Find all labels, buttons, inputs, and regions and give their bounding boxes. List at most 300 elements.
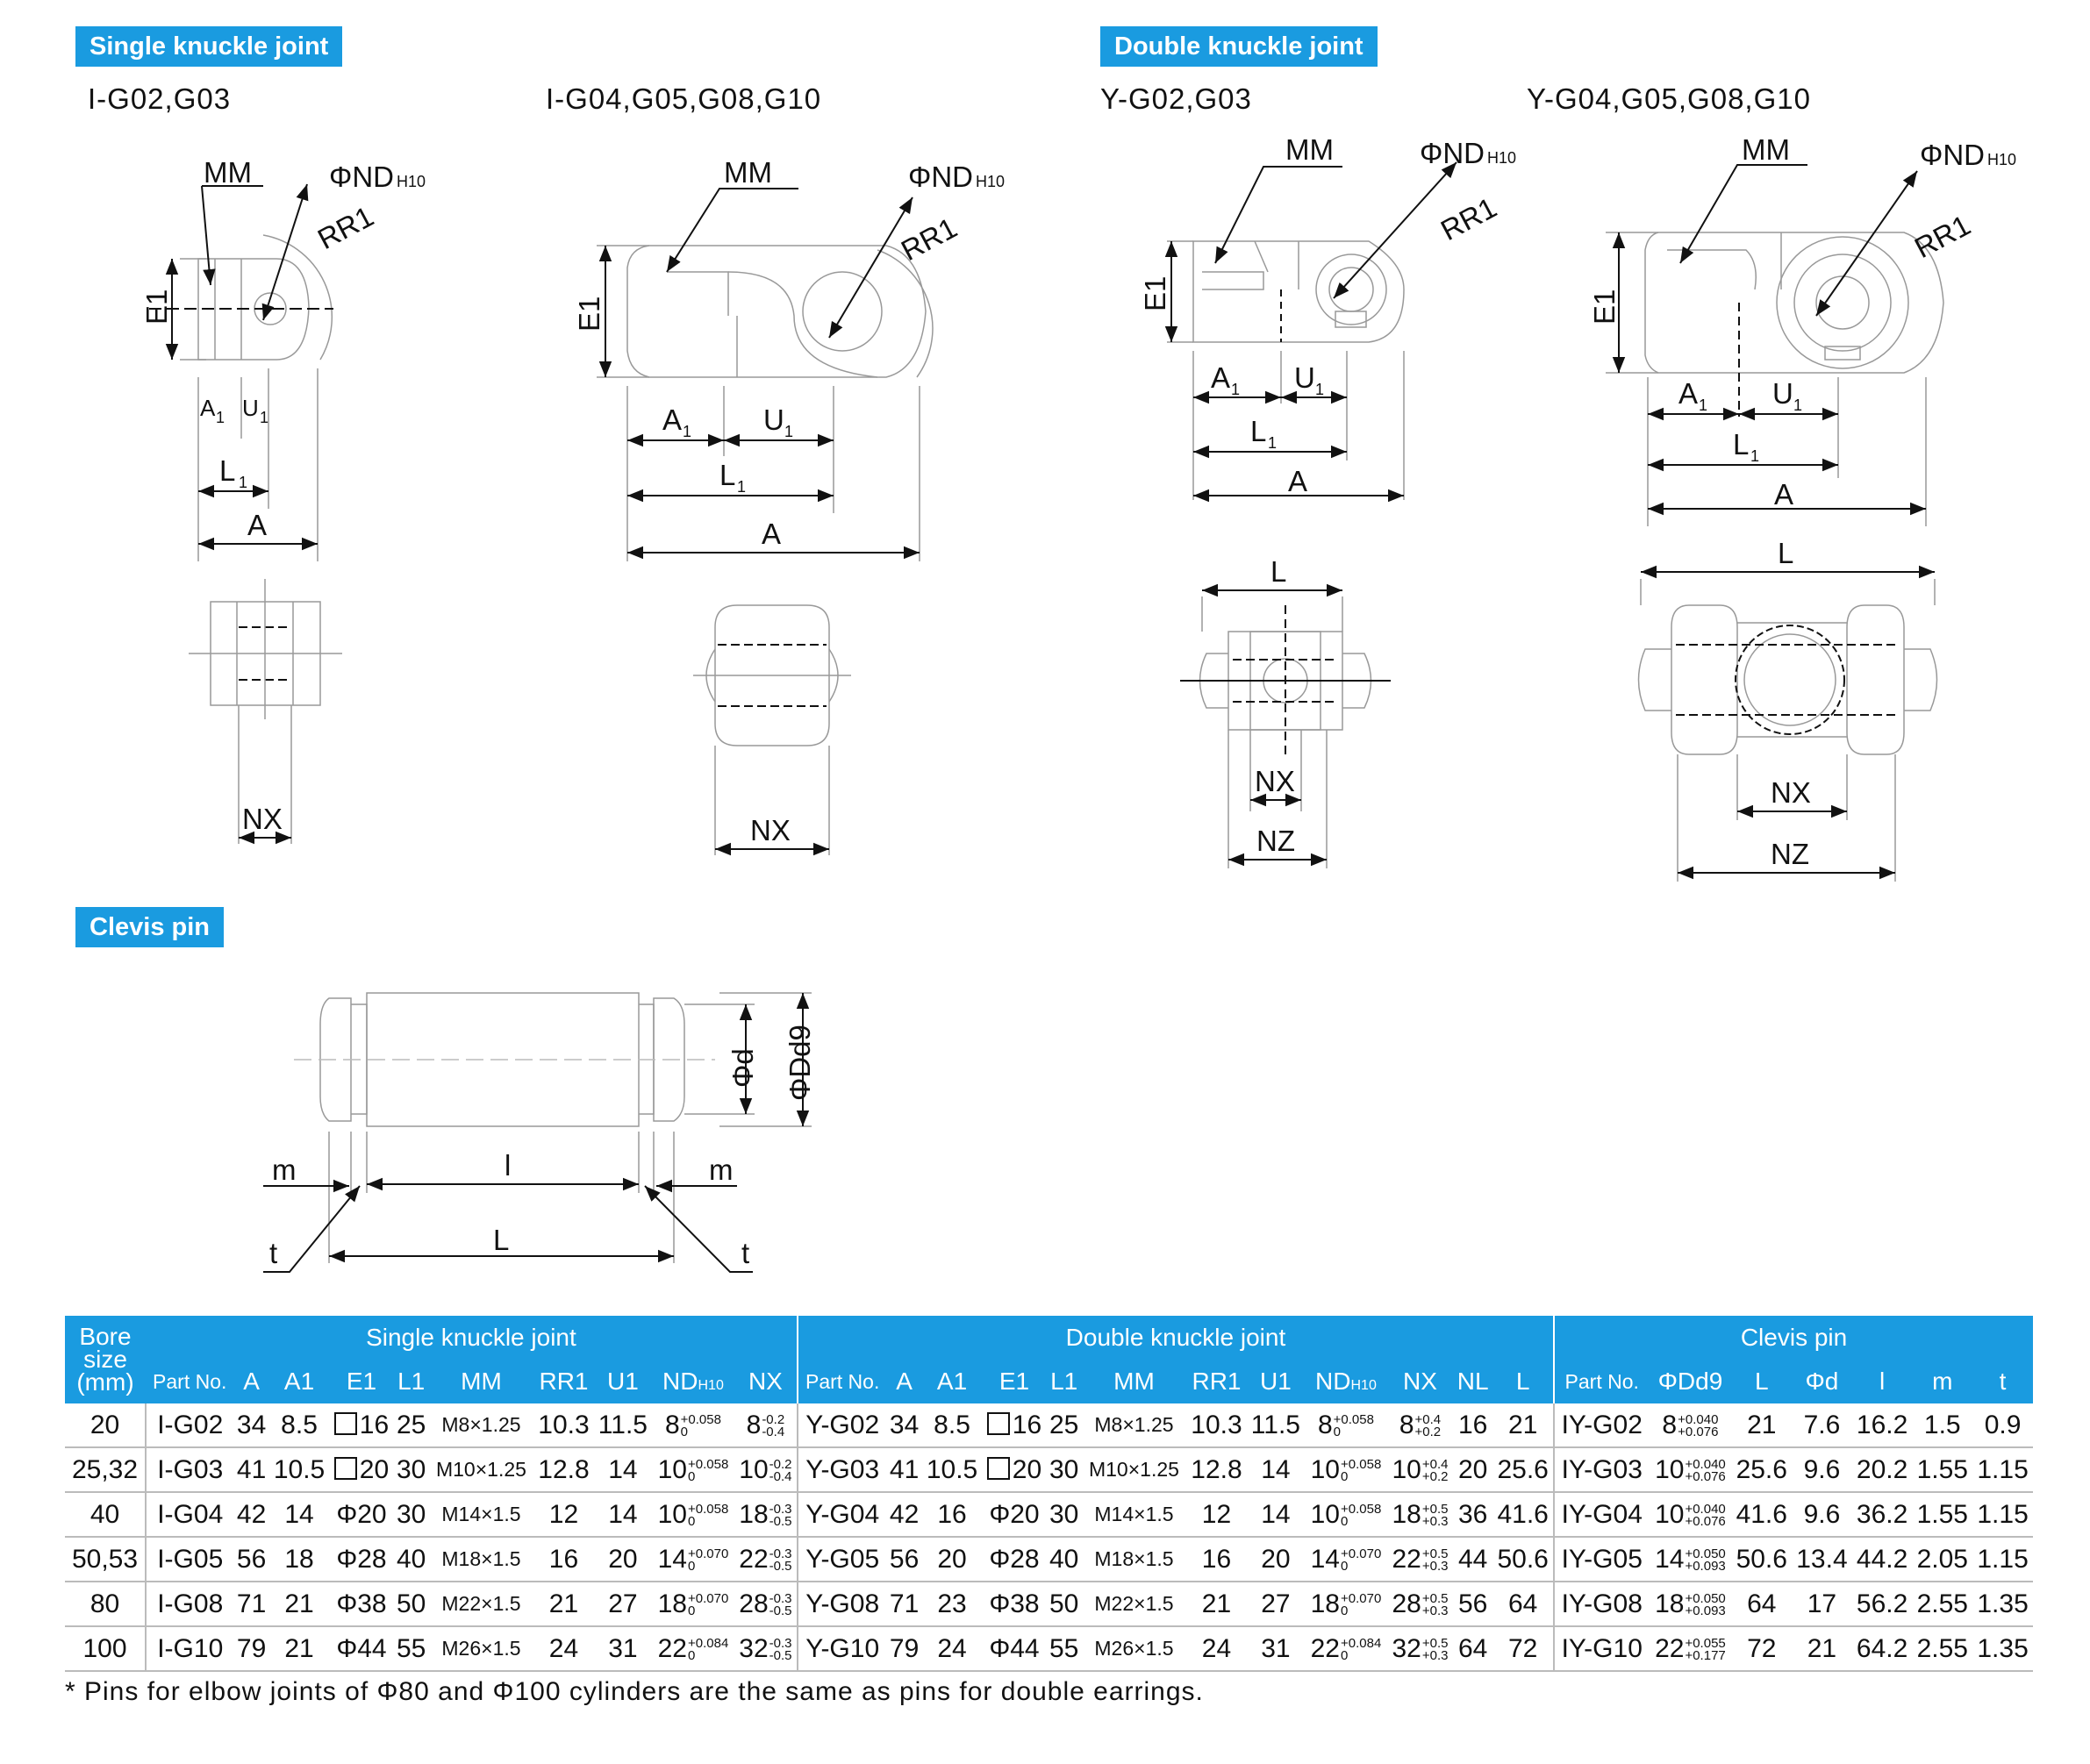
table-cell: 25.6 [1492,1447,1554,1492]
table-cell: 30 [394,1492,429,1537]
table-cell: 12.8 [1186,1447,1247,1492]
table-body [65,1403,2033,1671]
label-t-left: t [269,1237,278,1269]
label-u1: U [763,404,784,436]
table-cell: 32 +0.5 +0.3 [1387,1626,1453,1671]
table-cell: 14 [1247,1447,1305,1492]
table-cell: 71 [886,1582,921,1626]
column-header: MM [1082,1360,1186,1403]
table-cell: 11.5 [1247,1403,1305,1447]
table-cell: 31 [594,1626,652,1671]
table-cell: 36.2 [1852,1492,1913,1537]
label-a1: A [1678,377,1699,410]
table-cell: M8×1.25 [1082,1403,1186,1447]
table-cell: 16 [1453,1403,1492,1447]
table-cell: 8.5 [269,1403,330,1447]
table-cell: 1.15 [1972,1447,2033,1492]
label-nd: ΦND [908,161,973,193]
table-cell: 16 [533,1537,594,1582]
table-cell: 10.3 [1186,1403,1247,1447]
table-cell: IY-G08 [1554,1582,1649,1626]
label-rr1: RR1 [311,199,379,256]
label-e1: E1 [573,296,605,332]
table-cell: 79 [233,1626,268,1671]
table-cell: I-G08 [146,1582,233,1626]
table-cell: I-G04 [146,1492,233,1537]
bore-size-header: Bore size (mm) [65,1316,146,1403]
subtitle-y-small: Y-G02,G03 [1100,82,1252,115]
table-cell: 18 -0.3 -0.5 [734,1492,798,1537]
clevis-group-header: Clevis pin [1554,1316,2033,1360]
label-a1-sub: 1 [1231,381,1241,398]
label-nx: NX [1771,776,1811,809]
label-a1: A [1211,361,1231,394]
column-header: NDH10 [1305,1360,1387,1403]
table-cell: 20 [329,1447,393,1492]
table-cell: 42 [233,1492,268,1537]
table-cell: 56 [1453,1582,1492,1626]
table-cell: 13.4 [1792,1537,1852,1582]
label-u1-sub: 1 [1315,381,1325,398]
table-cell: IY-G05 [1554,1537,1649,1582]
table-cell: Φ20 [982,1492,1046,1537]
label-u1: U [242,395,259,421]
table-cell: 9.6 [1792,1447,1852,1492]
label-l1: L [719,459,736,491]
label-m-left: m [272,1153,297,1186]
label-l-total: L [493,1224,510,1256]
table-cell: 20.2 [1852,1447,1913,1492]
single-knuckle-header: Single knuckle joint [75,26,342,67]
column-header: MM [429,1360,533,1403]
subtitle-y-large: Y-G04,G05,G08,G10 [1527,82,1811,115]
label-a: A [247,509,268,541]
double-group-header: Double knuckle joint [798,1316,1554,1360]
label-u1: U [1294,361,1315,394]
table-cell: 27 [1247,1582,1305,1626]
column-header: L1 [394,1360,429,1403]
table-cell: 25,32 [65,1447,146,1492]
table-cell: 44.2 [1852,1537,1913,1582]
label-rr1: RR1 [1435,190,1502,247]
label-a1: A [662,404,683,436]
label-a1: A [200,395,216,421]
table-cell: 55 [394,1626,429,1671]
table-cell: 12 [1186,1492,1247,1537]
drawing-i-large [597,246,933,855]
column-header: t [1972,1360,2033,1403]
column-header: L1 [1047,1360,1082,1403]
table-cell: 20 [594,1537,652,1582]
label-a1-sub: 1 [216,409,225,426]
table-cell: 21 [1731,1403,1792,1447]
table-cell: Y-G04 [798,1492,887,1537]
table-cell: 10.5 [922,1447,983,1492]
table-row [65,1582,2033,1626]
table-cell: 1.35 [1972,1626,2033,1671]
table-cell: I-G03 [146,1447,233,1492]
label-rr1: RR1 [895,211,963,268]
table-cell: 12.8 [533,1447,594,1492]
column-header: ΦDd9 [1649,1360,1731,1403]
label-a: A [762,518,782,550]
table-cell: 34 [886,1403,921,1447]
table-cell: Φ38 [329,1582,393,1626]
table-row [65,1537,2033,1582]
table-cell: 30 [1047,1447,1082,1492]
label-l1: L [219,454,236,487]
table-cell: 30 [394,1447,429,1492]
table-cell: 14 +0.070 0 [652,1537,734,1582]
table-cell: 20 [982,1447,1046,1492]
table-column-header-row [65,1360,2033,1403]
table-cell: 22 -0.3 -0.5 [734,1537,798,1582]
label-rr1: RR1 [1908,208,1976,265]
table-cell: M10×1.25 [1082,1447,1186,1492]
table-cell: IY-G10 [1554,1626,1649,1671]
column-header: A1 [269,1360,330,1403]
table-cell: 22 +0.084 0 [652,1626,734,1671]
table-cell: 2.55 [1912,1582,1972,1626]
table-cell: 64 [1492,1582,1554,1626]
table-cell: Φ20 [329,1492,393,1537]
column-header: NL [1453,1360,1492,1403]
square-icon [334,1412,357,1435]
label-nd: ΦND [1920,139,1985,171]
label-t-right: t [741,1237,750,1269]
column-header: l [1852,1360,1913,1403]
label-e1: E1 [1588,289,1621,325]
column-header: RR1 [1186,1360,1247,1403]
table-cell: M10×1.25 [429,1447,533,1492]
table-cell: 10 +0.058 0 [652,1447,734,1492]
table-cell: 41.6 [1731,1492,1792,1537]
column-header: E1 [982,1360,1046,1403]
table-cell: Φ28 [329,1537,393,1582]
table-cell: 18 +0.050 +0.093 [1649,1582,1731,1626]
table-cell: 12 [533,1492,594,1537]
table-cell: 1.55 [1912,1492,1972,1537]
subtitle-i-large: I-G04,G05,G08,G10 [546,82,822,115]
table-cell: 10 +0.040 +0.076 [1649,1492,1731,1537]
label-u1-sub: 1 [260,409,269,426]
label-mm: MM [204,156,252,189]
clevis-pin-header: Clevis pin [75,907,224,947]
table-row [65,1447,2033,1492]
table-cell: 10 +0.040 +0.076 [1649,1447,1731,1492]
drawing-i-small [149,235,342,844]
table-cell: 2.55 [1912,1626,1972,1671]
table-cell: 50.6 [1492,1537,1554,1582]
square-icon [987,1412,1010,1435]
table-cell: 40 [65,1492,146,1537]
table-cell: 24 [1186,1626,1247,1671]
table-cell: 27 [594,1582,652,1626]
table-cell: 2.05 [1912,1537,1972,1582]
table-cell: 10 +0.058 0 [652,1492,734,1537]
table-cell: 1.55 [1912,1447,1972,1492]
table-cell: 56.2 [1852,1582,1913,1626]
table-cell: M14×1.5 [1082,1492,1186,1537]
column-header: NX [734,1360,798,1403]
table-cell: 7.6 [1792,1403,1852,1447]
table-cell: 8.5 [922,1403,983,1447]
footnote: * Pins for elbow joints of Φ80 and Φ100 cylinders are the same as pins for double earrings. [65,1677,1204,1706]
table-cell: Φ38 [982,1582,1046,1626]
table-cell: 42 [886,1492,921,1537]
label-nx: NX [750,814,791,846]
table-cell: Y-G10 [798,1626,887,1671]
table-row [65,1626,2033,1671]
label-u1-sub: 1 [784,423,794,440]
label-nd-sub: H10 [397,173,426,190]
table-cell: Φ44 [329,1626,393,1671]
table-cell: 8 +0.040 +0.076 [1649,1403,1731,1447]
table-cell: M22×1.5 [429,1582,533,1626]
square-icon [987,1457,1010,1480]
table-cell: 50 [1047,1582,1082,1626]
column-header: E1 [329,1360,393,1403]
table-cell: 32 -0.3 -0.5 [734,1626,798,1671]
table-cell: 21 [533,1582,594,1626]
table-cell: 34 [233,1403,268,1447]
column-header: A [886,1360,921,1403]
label-mm: MM [1285,133,1334,166]
table-cell: 41 [886,1447,921,1492]
table-cell: 0.9 [1972,1403,2033,1447]
label-l-small: l [505,1149,512,1182]
table-cell: 10.3 [533,1403,594,1447]
label-a: A [1774,478,1794,511]
column-header: Φd [1792,1360,1852,1403]
table-cell: 1.15 [1972,1537,2033,1582]
column-header: U1 [1247,1360,1305,1403]
table-cell: 1.5 [1912,1403,1972,1447]
table-cell: 11.5 [594,1403,652,1447]
table-cell: 41 [233,1447,268,1492]
table-row [65,1403,2033,1447]
table-cell: 10 +0.4 +0.2 [1387,1447,1453,1492]
subtitle-i-small: I-G02,G03 [88,82,232,115]
table-cell: 14 [1247,1492,1305,1537]
table-cell: 56 [886,1537,921,1582]
column-header: A [233,1360,268,1403]
column-header: Part No. [1554,1360,1649,1403]
table-cell: IY-G03 [1554,1447,1649,1492]
table-cell: 10 +0.058 0 [1305,1447,1387,1492]
table-cell: IY-G02 [1554,1403,1649,1447]
table-cell: 24 [533,1626,594,1671]
label-l1-sub: 1 [737,478,747,496]
label-a: A [1288,465,1308,497]
table-cell: 14 +0.050 +0.093 [1649,1537,1731,1582]
column-header: m [1912,1360,1972,1403]
table-cell: 36 [1453,1492,1492,1537]
table-cell: I-G10 [146,1626,233,1671]
table-cell: 10 -0.2 -0.4 [734,1447,798,1492]
table-cell: 14 [269,1492,330,1537]
table-cell: Y-G05 [798,1537,887,1582]
table-cell: 8 -0.2 -0.4 [734,1403,798,1447]
table-cell: 21 [1492,1403,1554,1447]
table-cell: 8 +0.058 0 [1305,1403,1387,1447]
column-header: Part No. [798,1360,887,1403]
table-cell: M18×1.5 [429,1537,533,1582]
table-cell: 40 [394,1537,429,1582]
table-cell: 21 [1792,1626,1852,1671]
table-cell: 16 [1186,1537,1247,1582]
table-cell: 71 [233,1582,268,1626]
table-cell: 22 +0.055 +0.177 [1649,1626,1731,1671]
table-cell: 56 [233,1537,268,1582]
spec-table [65,1316,2033,1672]
label-mm: MM [724,156,772,189]
table-cell: 16.2 [1852,1403,1913,1447]
table-cell: 80 [65,1582,146,1626]
table-cell: 44 [1453,1537,1492,1582]
table-cell: 25 [1047,1403,1082,1447]
table-cell: 16 [922,1492,983,1537]
table-cell: Φ28 [982,1537,1046,1582]
square-icon [334,1457,357,1480]
table-cell: 50 [394,1582,429,1626]
table-cell: 50,53 [65,1537,146,1582]
table-cell: 100 [65,1626,146,1671]
label-e1: E1 [1139,275,1171,311]
label-d: Φd [726,1048,759,1088]
column-header: NX [1387,1360,1453,1403]
column-header: L [1731,1360,1792,1403]
table-cell: Y-G08 [798,1582,887,1626]
label-dd9: ΦDd9 [784,1025,816,1101]
table-cell: 18 [269,1537,330,1582]
label-nz: NZ [1256,825,1295,857]
label-nd-sub: H10 [1487,149,1517,167]
table-cell: 64 [1731,1582,1792,1626]
table-cell: 20 [1453,1447,1492,1492]
table-cell: 20 [922,1537,983,1582]
table-cell: 41.6 [1492,1492,1554,1537]
table-cell: 64 [1453,1626,1492,1671]
drawing-clevis-pin [294,993,812,1263]
table-cell: 14 [594,1492,652,1537]
table-cell: 17 [1792,1582,1852,1626]
label-a1-sub: 1 [683,423,692,440]
label-nd-sub: H10 [976,173,1006,190]
double-knuckle-header: Double knuckle joint [1100,26,1378,67]
table-cell: 72 [1492,1626,1554,1671]
column-header: RR1 [533,1360,594,1403]
table-group-header-row [65,1316,2033,1360]
table-cell: 9.6 [1792,1492,1852,1537]
table-cell: 30 [1047,1492,1082,1537]
label-nx: NX [242,803,283,835]
label-nd: ΦND [329,161,394,193]
table-cell: 40 [1047,1537,1082,1582]
label-u1-sub: 1 [1793,396,1803,414]
column-header: U1 [594,1360,652,1403]
table-cell: 16 [982,1403,1046,1447]
table-cell: 22 +0.5 +0.3 [1387,1537,1453,1582]
table-cell: 8 +0.4 +0.2 [1387,1403,1453,1447]
table-cell: 22 +0.084 0 [1305,1626,1387,1671]
table-cell: 50.6 [1731,1537,1792,1582]
table-cell: 20 [1247,1537,1305,1582]
single-group-header: Single knuckle joint [146,1316,798,1360]
table-cell: 14 [594,1447,652,1492]
label-nx: NX [1255,765,1295,797]
table-cell: 28 -0.3 -0.5 [734,1582,798,1626]
table-cell: 24 [922,1626,983,1671]
table-cell: 1.35 [1972,1582,2033,1626]
table-cell: M26×1.5 [1082,1626,1186,1671]
table-cell: 28 +0.5 +0.3 [1387,1582,1453,1626]
table-row [65,1492,2033,1537]
label-m-right: m [709,1153,734,1186]
label-a1-sub: 1 [1699,396,1708,414]
table-cell: 8 +0.058 0 [652,1403,734,1447]
table-cell: I-G05 [146,1537,233,1582]
table-cell: IY-G04 [1554,1492,1649,1537]
label-l1-sub: 1 [1750,447,1760,465]
label-nz: NZ [1771,838,1809,870]
label-l1: L [1250,415,1267,447]
table-cell: M22×1.5 [1082,1582,1186,1626]
column-header: A1 [922,1360,983,1403]
table-cell: 55 [1047,1626,1082,1671]
table-cell: 18 +0.5 +0.3 [1387,1492,1453,1537]
table-cell: 1.15 [1972,1492,2033,1537]
table-cell: 21 [269,1582,330,1626]
table-cell: 18 +0.070 0 [652,1582,734,1626]
table-cell: 10.5 [269,1447,330,1492]
table-cell: I-G02 [146,1403,233,1447]
label-l1-sub: 1 [1268,434,1278,452]
table-cell: 64.2 [1852,1626,1913,1671]
table-cell: M8×1.25 [429,1403,533,1447]
table-cell: 20 [65,1403,146,1447]
table-cell: Y-G02 [798,1403,887,1447]
table-cell: 21 [269,1626,330,1671]
table-cell: M14×1.5 [429,1492,533,1537]
label-u1: U [1772,377,1793,410]
table-cell: 79 [886,1626,921,1671]
label-nd-sub: H10 [1987,151,2017,168]
label-l1: L [1733,428,1750,461]
table-cell: 25.6 [1731,1447,1792,1492]
label-l1-sub: 1 [239,474,248,491]
column-header: NDH10 [652,1360,734,1403]
label-l: L [1778,537,1794,569]
table-cell: 72 [1731,1626,1792,1671]
table-cell: M26×1.5 [429,1626,533,1671]
column-header: L [1492,1360,1554,1403]
column-header: Part No. [146,1360,233,1403]
table-cell: 16 [329,1403,393,1447]
table-cell: 21 [1186,1582,1247,1626]
label-l: L [1270,555,1287,588]
label-nd: ΦND [1420,137,1485,169]
table-cell: Y-G03 [798,1447,887,1492]
table-cell: M18×1.5 [1082,1537,1186,1582]
table-cell: 14 +0.070 0 [1305,1537,1387,1582]
table-cell: Φ44 [982,1626,1046,1671]
table-cell: 18 +0.070 0 [1305,1582,1387,1626]
table-cell: 25 [394,1403,429,1447]
table-cell: 10 +0.058 0 [1305,1492,1387,1537]
label-e1: E1 [140,289,173,325]
label-mm: MM [1742,133,1790,166]
